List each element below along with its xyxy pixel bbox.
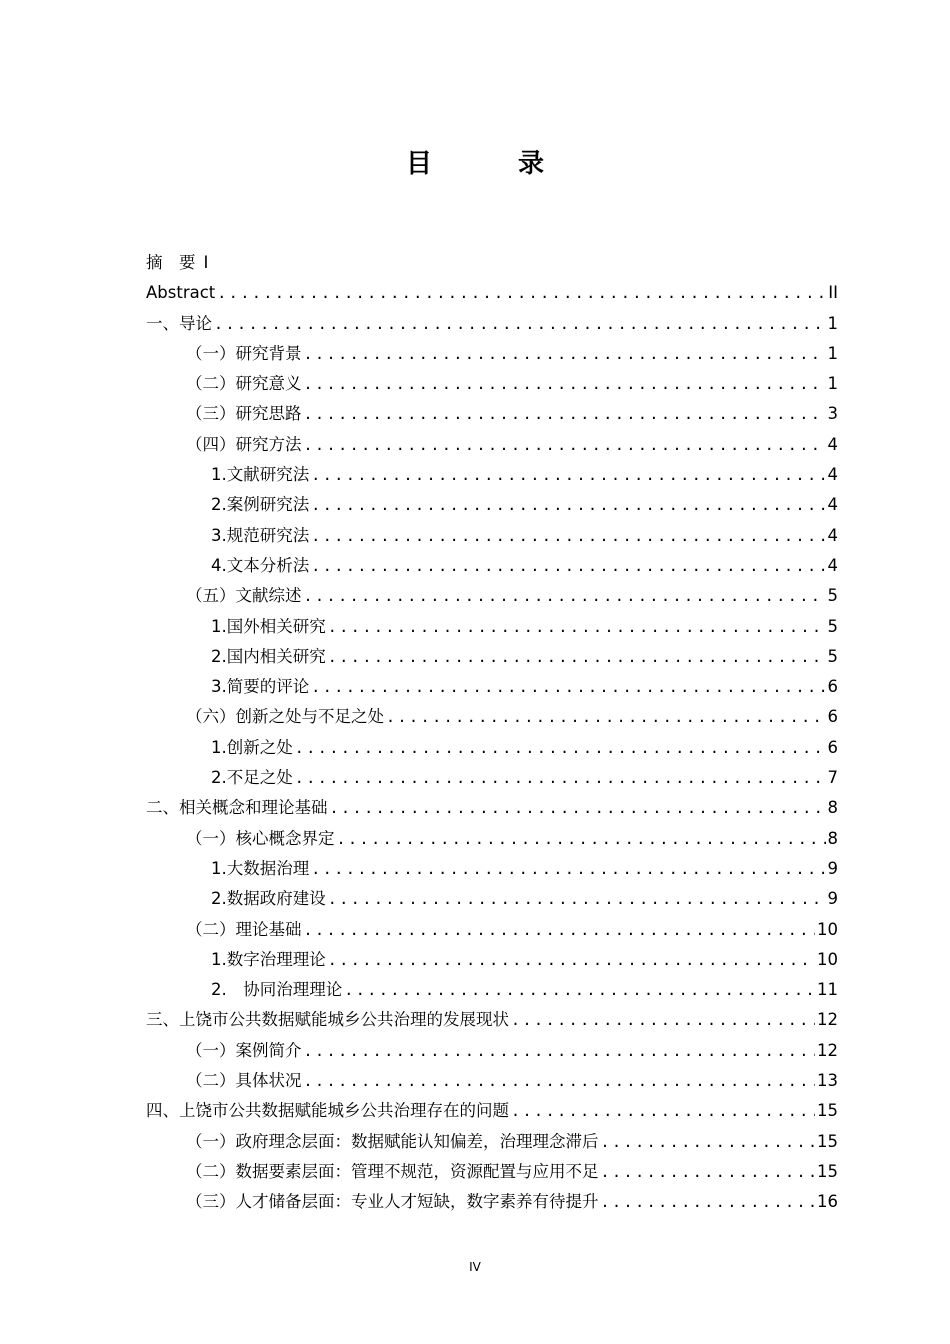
toc-entry-page: 3 bbox=[827, 404, 838, 424]
toc-entry-label: 四、上饶市公共数据赋能城乡公共治理存在的问题 bbox=[146, 1101, 509, 1121]
toc-entry[interactable] bbox=[146, 945, 838, 975]
toc-entry-page: 11 bbox=[817, 980, 838, 1000]
toc-entry-label: 一、导论 bbox=[146, 313, 212, 333]
toc-dot-leader bbox=[328, 945, 815, 975]
toc-entry[interactable] bbox=[146, 1157, 838, 1187]
toc-dot-leader bbox=[295, 733, 826, 763]
toc-entry[interactable] bbox=[146, 612, 838, 642]
toc-entry-label: （六）创新之处与不足之处 bbox=[186, 707, 384, 727]
table-of-contents bbox=[146, 248, 838, 1218]
toc-entry-label: （二）理论基础 bbox=[186, 919, 302, 939]
toc-entry[interactable] bbox=[146, 1187, 838, 1217]
toc-entry-page: 6 bbox=[827, 737, 838, 757]
toc-dot-leader bbox=[304, 1036, 816, 1066]
toc-entry-label: 三、上饶市公共数据赋能城乡公共治理的发展现状 bbox=[146, 1010, 509, 1030]
toc-entry[interactable] bbox=[146, 1127, 838, 1157]
toc-entry[interactable] bbox=[146, 551, 838, 581]
toc-entry-page: 12 bbox=[817, 1040, 838, 1060]
toc-entry-label: （二）数据要素层面：管理不规范，资源配置与应用不足 bbox=[186, 1161, 599, 1181]
toc-entry[interactable] bbox=[146, 854, 838, 884]
toc-entry-label: （一）案例简介 bbox=[186, 1040, 302, 1060]
toc-dot-leader bbox=[311, 490, 825, 520]
toc-entry[interactable] bbox=[146, 824, 838, 854]
toc-entry[interactable] bbox=[146, 975, 838, 1005]
toc-entry-label: 2.案例研究法 bbox=[211, 495, 310, 515]
toc-dot-leader bbox=[601, 1187, 816, 1217]
toc-dot-leader bbox=[328, 642, 826, 672]
toc-entry-page: 8 bbox=[827, 798, 838, 818]
toc-dot-leader bbox=[337, 824, 826, 854]
toc-entry-label: 1.创新之处 bbox=[211, 737, 293, 757]
toc-entry-page: 6 bbox=[827, 677, 838, 697]
toc-dot-leader bbox=[511, 1005, 815, 1035]
toc-dot-leader bbox=[304, 581, 826, 611]
toc-entry[interactable] bbox=[146, 1066, 838, 1096]
toc-entry-label: 1.大数据治理 bbox=[211, 858, 310, 878]
toc-dot-leader bbox=[304, 399, 826, 429]
toc-entry-label: Abstract bbox=[146, 283, 216, 303]
toc-entry[interactable] bbox=[146, 733, 838, 763]
toc-dot-leader bbox=[304, 1066, 816, 1096]
toc-entry[interactable] bbox=[146, 430, 838, 460]
toc-dot-leader bbox=[311, 551, 825, 581]
toc-entry-label: （五）文献综述 bbox=[186, 586, 302, 606]
toc-entry-label: 1.国外相关研究 bbox=[211, 616, 326, 636]
toc-entry-label: 4.文本分析法 bbox=[211, 555, 310, 575]
toc-entry-page: II bbox=[828, 283, 838, 303]
toc-entry[interactable] bbox=[146, 793, 838, 823]
toc-entry-label: （三）研究思路 bbox=[186, 404, 302, 424]
toc-dot-leader bbox=[304, 339, 826, 369]
toc-entry-label: （二）具体状况 bbox=[186, 1071, 302, 1091]
toc-entry-page: 16 bbox=[817, 1192, 838, 1212]
toc-entry[interactable] bbox=[146, 278, 838, 308]
toc-entry-page: 1 bbox=[827, 313, 838, 333]
toc-entry[interactable] bbox=[146, 369, 838, 399]
toc-entry-page: 4 bbox=[827, 434, 838, 454]
toc-entry-page: 5 bbox=[827, 646, 838, 666]
toc-dot-leader bbox=[304, 915, 816, 945]
toc-entry[interactable] bbox=[146, 1036, 838, 1066]
toc-entry-page: 4 bbox=[827, 525, 838, 545]
toc-entry[interactable] bbox=[146, 1005, 838, 1035]
toc-dot-leader bbox=[311, 672, 825, 702]
toc-dot-leader bbox=[304, 369, 826, 399]
toc-entry-label: （一）研究背景 bbox=[186, 343, 302, 363]
toc-entry-page: 12 bbox=[817, 1010, 838, 1030]
toc-entry[interactable] bbox=[146, 339, 838, 369]
toc-entry-label: （一）政府理念层面：数据赋能认知偏差，治理理念滞后 bbox=[186, 1131, 599, 1151]
toc-entry-page: 4 bbox=[827, 495, 838, 515]
toc-entry-label: 1.数字治理理论 bbox=[211, 949, 326, 969]
toc-entry-page: 9 bbox=[827, 889, 838, 909]
toc-entry-page: 7 bbox=[827, 768, 838, 788]
toc-entry-label: （三）人才储备层面：专业人才短缺，数字素养有待提升 bbox=[186, 1192, 599, 1212]
toc-entry-page: 4 bbox=[827, 555, 838, 575]
toc-entry-label: 摘 要 bbox=[146, 253, 196, 272]
toc-entry-page: 15 bbox=[817, 1161, 838, 1181]
page-number: IV bbox=[469, 1260, 481, 1274]
toc-dot-leader bbox=[601, 1127, 816, 1157]
toc-entry[interactable] bbox=[146, 1096, 838, 1126]
toc-entry-page: 1 bbox=[827, 343, 838, 363]
toc-dot-leader bbox=[217, 278, 826, 308]
toc-entry-page: 10 bbox=[817, 919, 838, 939]
toc-entry-page: 5 bbox=[827, 586, 838, 606]
toc-dot-leader bbox=[511, 1096, 815, 1126]
toc-dot-leader bbox=[344, 975, 815, 1005]
toc-entry-label: （一）核心概念界定 bbox=[186, 828, 335, 848]
toc-entry[interactable] bbox=[146, 490, 838, 520]
toc-entry-label: 二、相关概念和理论基础 bbox=[146, 798, 328, 818]
toc-dot-leader bbox=[601, 1157, 816, 1187]
toc-entry[interactable] bbox=[146, 581, 838, 611]
toc-entry-label: （二）研究意义 bbox=[186, 374, 302, 394]
toc-dot-leader bbox=[386, 702, 826, 732]
toc-entry-label: （四）研究方法 bbox=[186, 434, 302, 454]
toc-dot-leader bbox=[330, 793, 826, 823]
toc-entry[interactable] bbox=[146, 642, 838, 672]
toc-entry[interactable] bbox=[146, 309, 838, 339]
toc-dot-leader bbox=[311, 521, 825, 551]
toc-entry-label: 2.数据政府建设 bbox=[211, 889, 326, 909]
toc-dot-leader bbox=[311, 460, 825, 490]
toc-entry[interactable] bbox=[146, 399, 838, 429]
toc-entry-label: 3.简要的评论 bbox=[211, 677, 310, 697]
toc-entry-page: 1 bbox=[827, 374, 838, 394]
toc-entry-label: 2. 协同治理理论 bbox=[211, 980, 343, 1000]
toc-entry[interactable] bbox=[146, 672, 838, 702]
toc-entry-label: 2.不足之处 bbox=[211, 768, 293, 788]
toc-entry-page: 4 bbox=[827, 465, 838, 485]
toc-entry-page: I bbox=[203, 253, 209, 272]
toc-entry-label: 2.国内相关研究 bbox=[211, 646, 326, 666]
toc-entry[interactable] bbox=[146, 521, 838, 551]
toc-entry[interactable] bbox=[146, 763, 838, 793]
toc-entry[interactable] bbox=[146, 248, 838, 278]
toc-dot-leader bbox=[295, 763, 826, 793]
toc-dot-leader bbox=[328, 612, 826, 642]
toc-dot-leader bbox=[328, 884, 826, 914]
toc-dot-leader bbox=[311, 854, 825, 884]
toc-entry-page: 15 bbox=[817, 1131, 838, 1151]
toc-entry-label: 3.规范研究法 bbox=[211, 525, 310, 545]
toc-entry-page: 6 bbox=[827, 707, 838, 727]
toc-entry-label: 1.文献研究法 bbox=[211, 465, 310, 485]
page-title: 目 录 bbox=[405, 149, 574, 179]
toc-entry[interactable] bbox=[146, 915, 838, 945]
toc-entry-page: 13 bbox=[817, 1071, 838, 1091]
toc-entry[interactable] bbox=[146, 884, 838, 914]
toc-entry-page: 9 bbox=[827, 858, 838, 878]
toc-entry-page: 5 bbox=[827, 616, 838, 636]
toc-entry-page: 10 bbox=[817, 949, 838, 969]
toc-dot-leader bbox=[214, 309, 826, 339]
toc-dot-leader bbox=[304, 430, 826, 460]
toc-entry[interactable] bbox=[146, 460, 838, 490]
toc-entry-page: 8 bbox=[827, 828, 838, 848]
toc-entry-page: 15 bbox=[817, 1101, 838, 1121]
toc-entry[interactable] bbox=[146, 702, 838, 732]
